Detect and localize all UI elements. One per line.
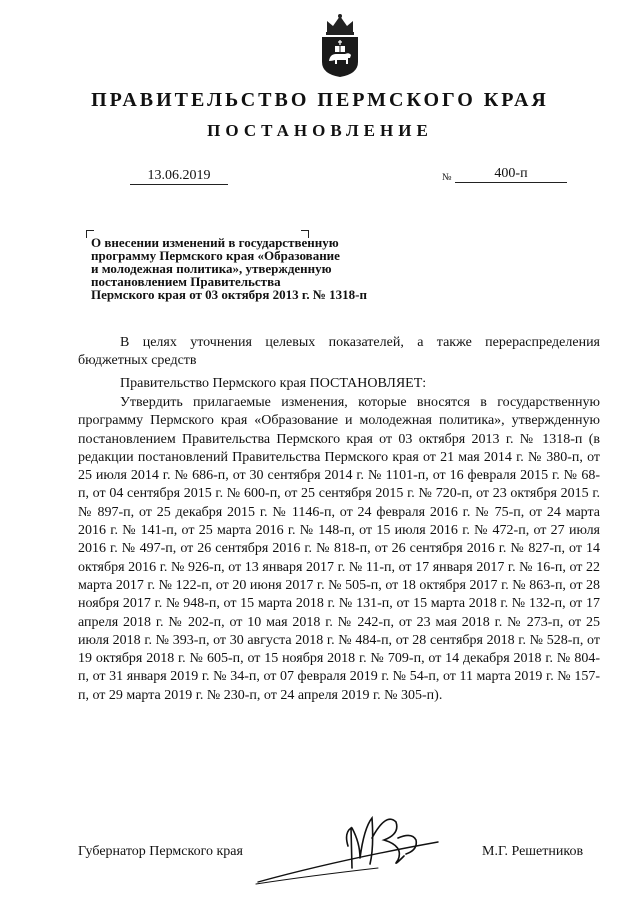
resolution-paragraph: Правительство Пермского края ПОСТАНОВЛЯЕТ: <box>120 376 427 391</box>
signatory-position: Губернатор Пермского края <box>78 844 243 859</box>
number-label: № <box>442 172 452 183</box>
subject-line: О внесении изменений в государственную <box>91 235 339 250</box>
handwritten-signature <box>248 798 478 898</box>
coat-of-arms-icon <box>318 12 362 78</box>
government-title: ПРАВИТЕЛЬСТВО ПЕРМСКОГО КРАЯ <box>91 89 549 111</box>
subject-line: постановлением Правительства <box>91 274 281 289</box>
document-type: ПОСТАНОВЛЕНИЕ <box>207 121 433 140</box>
document-number: 400-п <box>455 166 567 183</box>
signatory-name: М.Г. Решетников <box>482 844 584 859</box>
preamble-paragraph: В целях уточнения целевых показателей, а также перераспределения бюджетных средств <box>78 335 600 369</box>
subject-line: и молодежная политика», утвержденную <box>91 261 332 276</box>
subject-line: программу Пермского края «Образование <box>91 248 340 263</box>
document-subject <box>91 236 451 301</box>
approval-paragraph: Утвердить прилагаемые изменения, которые вносятся в государственную программу Пермского края «Образование и молодежная политика», утвержденную постановлением Правительства Пермского края от 03 октября 2013 г. № 1318-п (в редакции постановлений Правительства Пермского края от 21 мая 2014 г. № 380-п, от 25 июля 2014 г. № 686-п, от 30 сентября 2014 г. № 1101-п, от 16 февраля 2015 г. № 68-п, от 04 сентября 2015 г. № 600-п, от 25 сентября 2015 г. № 720-п, от 23 октября 2015 г. № 897-п, от 25 декабря 2015 г. № 1146-п, от 24 февраля 2016 г. № 75-п, от 24 марта 2016 г. № 141-п, от 25 марта 2016 г. № 148-п, от 15 июля 2016 г. № 472-п, от 27 июля 2016 г. № 497-п, от 26 сентября 2016 г. № 818-п, от 26 сентября 2016 г. № 827-п, от 14 октября 2016 г. № 926-п, от 13 января 2017 г. № 11-п, от 17 января 2017 г. № 16-п, от 22 марта 2017 г. № 122-п, от 20 июня 2017 г. № 505-п, от 18 октября 2017 г. № 863-п, от 28 ноября 2017 г. № 948-п, от 15 марта 2018 г. № 131-п, от 15 марта 2018 г. № 132-п, от 17 апреля 2018 г. № 202-п, от 10 мая 2018 г. № 242-п, от 23 мая 2018 г. № 273-п, от 25 июля 2018 г. № 393-п, от 30 августа 2018 г. № 484-п, от 28 сентября 2018 г. № 528-п, от 19 октября 2018 г. № 605-п, от 15 ноября 2018 г. № 709-п, от 14 декабря 2018 г. № 804-п, от 31 января 2019 г. № 34-п, от 07 февраля 2019 г. № 54-п, от 11 марта 2019 г. № 157-п, от 29 марта 2019 г. № 230-п, от 24 апреля 2019 г. № 305-п). <box>78 395 600 703</box>
subject-line: Пермского края от 03 октября 2013 г. № 1318-п <box>91 287 367 302</box>
document-date: 13.06.2019 <box>130 168 228 185</box>
